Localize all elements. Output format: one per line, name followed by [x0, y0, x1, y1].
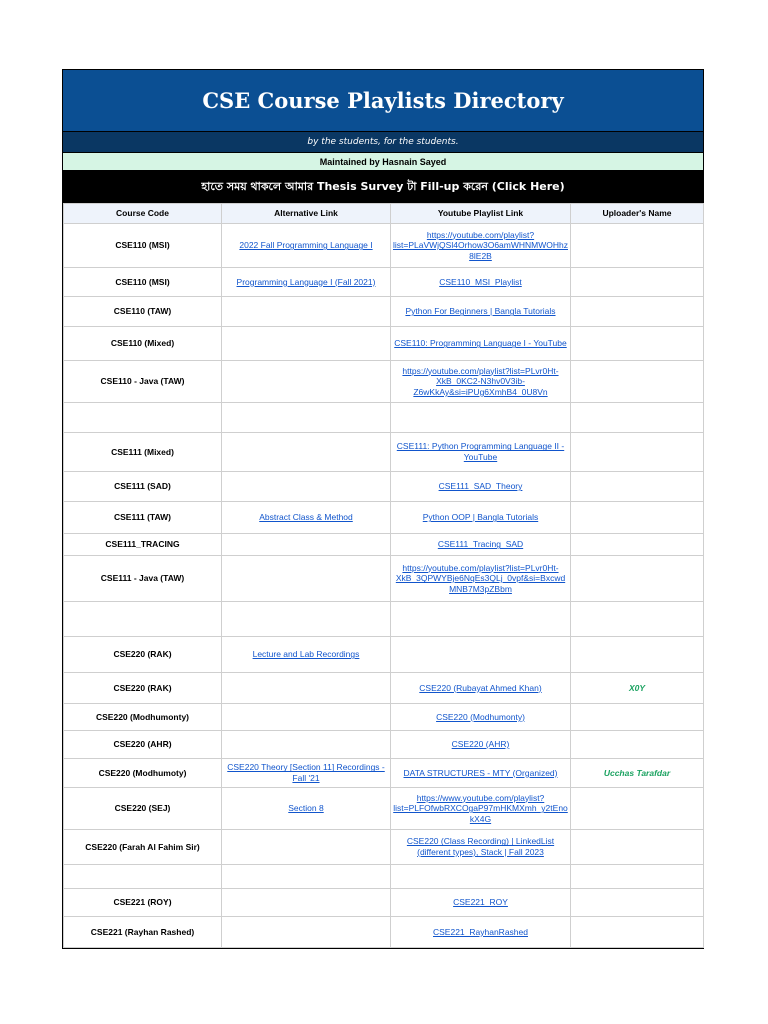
table-row — [64, 602, 704, 637]
uploader-cell — [571, 637, 704, 673]
youtube-link-cell — [391, 534, 571, 556]
table-row — [64, 731, 704, 759]
alternative-link-cell — [222, 433, 391, 472]
youtube-playlist-link[interactable]: CSE220 (AHR) — [451, 739, 510, 750]
course-code-cell: CSE221 (ROY) — [64, 889, 222, 917]
youtube-link-cell — [391, 297, 571, 327]
table-row — [64, 917, 704, 948]
youtube-playlist-link[interactable]: DATA STRUCTURES - MTY (Organized) — [403, 767, 558, 778]
uploader-cell — [571, 731, 704, 759]
alternative-link-cell — [222, 889, 391, 917]
youtube-link-cell — [391, 361, 571, 403]
youtube-playlist-link[interactable]: https://www.youtube.com/playlist?list=PLFOfwbRXCOgaP97mHKMXmh_y2tEnokX4G — [393, 792, 568, 824]
youtube-playlist-link[interactable]: CSE220 (Modhumonty) — [436, 711, 525, 722]
youtube-playlist-link[interactable]: Python OOP | Bangla Tutorials — [422, 512, 539, 523]
uploader-cell — [571, 917, 704, 948]
uploader-cell — [571, 556, 704, 602]
youtube-link-cell — [391, 433, 571, 472]
uploader-name: X0Y — [628, 682, 646, 693]
table-row — [64, 361, 704, 403]
alternative-link-cell — [222, 673, 391, 704]
uploader-cell — [571, 361, 704, 403]
youtube-playlist-link[interactable]: CSE111_Tracing_SAD — [437, 539, 524, 550]
table-row — [64, 534, 704, 556]
uploader-cell — [571, 830, 704, 865]
alternative-link-cell — [222, 297, 391, 327]
youtube-link-cell — [391, 637, 571, 673]
course-code-cell: CSE111_TRACING — [64, 534, 222, 556]
table-row — [64, 865, 704, 889]
course-code-cell: CSE110 - Java (TAW) — [64, 361, 222, 403]
alternative-link-cell — [222, 268, 391, 297]
alternative-link-cell — [222, 403, 391, 433]
alternative-link-cell — [222, 865, 391, 889]
uploader-cell — [571, 268, 704, 297]
alternative-link-cell — [222, 361, 391, 403]
table-row — [64, 673, 704, 704]
course-code-cell: CSE220 (Farah Al Fahim Sir) — [64, 830, 222, 865]
youtube-link-cell — [391, 788, 571, 830]
alternative-link[interactable]: 2022 Fall Programming Language I — [239, 240, 373, 251]
column-header-course-code: Course Code — [64, 204, 222, 224]
course-code-cell: CSE111 - Java (TAW) — [64, 556, 222, 602]
uploader-cell — [571, 403, 704, 433]
uploader-cell — [571, 704, 704, 731]
uploader-cell — [571, 534, 704, 556]
table-row — [64, 788, 704, 830]
uploader-cell — [571, 673, 704, 704]
alternative-link-cell — [222, 534, 391, 556]
column-header-youtube-link: Youtube Playlist Link — [391, 204, 571, 224]
table-row — [64, 268, 704, 297]
uploader-name: Ucchas Tarafdar — [603, 767, 671, 778]
youtube-playlist-link[interactable]: CSE221_ROY — [453, 897, 508, 908]
alternative-link[interactable]: Section 8 — [288, 803, 324, 814]
alternative-link-cell — [222, 830, 391, 865]
youtube-link-cell — [391, 889, 571, 917]
youtube-playlist-link[interactable]: https://youtube.com/playlist?list=PLvr0Ht-XkB_0KC2-N3hv0V3ib-Z6wKkAy&si=iPUg6XmhB4_0U8Vn — [402, 365, 559, 397]
table-row — [64, 889, 704, 917]
course-code-cell: CSE220 (SEJ) — [64, 788, 222, 830]
uploader-cell — [571, 788, 704, 830]
youtube-playlist-link[interactable]: CSE110_MSI_Playlist — [439, 276, 522, 287]
alternative-link-cell — [222, 556, 391, 602]
course-code-cell: CSE111 (SAD) — [64, 472, 222, 502]
alternative-link-cell — [222, 788, 391, 830]
table-row — [64, 224, 704, 268]
youtube-link-cell — [391, 224, 571, 268]
youtube-link-cell — [391, 602, 571, 637]
table-row — [64, 556, 704, 602]
youtube-link-cell — [391, 673, 571, 704]
column-header-alternative-link: Alternative Link — [222, 204, 391, 224]
youtube-link-cell — [391, 830, 571, 865]
alternative-link-cell — [222, 917, 391, 948]
uploader-cell — [571, 865, 704, 889]
youtube-link-cell — [391, 917, 571, 948]
table-row — [64, 327, 704, 361]
alternative-link-cell — [222, 759, 391, 788]
playlist-table — [63, 203, 704, 948]
youtube-playlist-link[interactable]: Python For Beginners | Bangla Tutorials — [405, 306, 556, 317]
youtube-link-cell — [391, 502, 571, 534]
table-body — [64, 224, 704, 948]
table-row — [64, 297, 704, 327]
youtube-playlist-link[interactable]: CSE221_RayhanRashed — [433, 926, 528, 937]
youtube-link-cell — [391, 268, 571, 297]
youtube-link-cell — [391, 327, 571, 361]
course-code-cell: CSE220 (RAK) — [64, 637, 222, 673]
page-title: CSE Course Playlists Directory — [63, 70, 703, 131]
alternative-link[interactable]: Lecture and Lab Recordings — [252, 649, 360, 660]
course-code-cell: CSE220 (AHR) — [64, 731, 222, 759]
uploader-cell — [571, 502, 704, 534]
uploader-cell — [571, 327, 704, 361]
table-row — [64, 637, 704, 673]
table-row — [64, 403, 704, 433]
table-row — [64, 759, 704, 788]
course-code-cell — [64, 865, 222, 889]
course-code-cell: CSE220 (Modhumoty) — [64, 759, 222, 788]
course-code-cell — [64, 602, 222, 637]
course-code-cell: CSE111 (TAW) — [64, 502, 222, 534]
table-row — [64, 830, 704, 865]
table-header-row — [64, 204, 704, 224]
youtube-link-cell — [391, 759, 571, 788]
course-code-cell — [64, 403, 222, 433]
maintainer-credit: Maintained by Hasnain Sayed — [63, 152, 703, 171]
youtube-link-cell — [391, 403, 571, 433]
youtube-link-cell — [391, 704, 571, 731]
youtube-playlist-link[interactable]: CSE111_SAD_Theory — [438, 481, 523, 492]
column-header-uploader: Uploader's Name — [571, 204, 704, 224]
alternative-link-cell — [222, 637, 391, 673]
course-code-cell: CSE220 (RAK) — [64, 673, 222, 704]
alternative-link-cell — [222, 502, 391, 534]
uploader-cell — [571, 602, 704, 637]
alternative-link-cell — [222, 602, 391, 637]
alternative-link[interactable]: Abstract Class & Method — [259, 512, 353, 523]
table-row — [64, 704, 704, 731]
tagline: by the students, for the students. — [63, 131, 703, 152]
alternative-link-cell — [222, 731, 391, 759]
youtube-playlist-link[interactable]: CSE111: Python Programming Language II - YouTube — [396, 441, 565, 462]
alternative-link-cell — [222, 224, 391, 268]
alternative-link[interactable]: Programming Language I (Fall 2021) — [236, 276, 376, 287]
uploader-cell — [571, 297, 704, 327]
alternative-link-cell — [222, 327, 391, 361]
course-code-cell: CSE111 (Mixed) — [64, 433, 222, 472]
playlist-directory-sheet — [62, 69, 704, 949]
youtube-link-cell — [391, 731, 571, 759]
thesis-survey-link[interactable]: হাতে সময় থাকলে আমার Thesis Survey টা Fill-up করেন (Click Here) — [63, 171, 703, 203]
youtube-playlist-link[interactable]: CSE110: Programming Language I - YouTube — [394, 338, 567, 349]
youtube-link-cell — [391, 556, 571, 602]
youtube-playlist-link[interactable]: https://youtube.com/playlist?list=PLvr0Ht-XkB_3QPWYBje6NqEs3QLj_0vpf&si=BxcwdMNB7M3pZBbm — [395, 562, 566, 594]
table-row — [64, 433, 704, 472]
uploader-cell — [571, 224, 704, 268]
course-code-cell: CSE220 (Modhumonty) — [64, 704, 222, 731]
youtube-playlist-link[interactable]: CSE220 (Rubayat Ahmed Khan) — [419, 682, 542, 693]
table-row — [64, 472, 704, 502]
alternative-link-cell — [222, 472, 391, 502]
youtube-link-cell — [391, 472, 571, 502]
course-code-cell: CSE110 (Mixed) — [64, 327, 222, 361]
uploader-cell — [571, 472, 704, 502]
course-code-cell: CSE110 (MSI) — [64, 268, 222, 297]
course-code-cell: CSE110 (TAW) — [64, 297, 222, 327]
youtube-playlist-link[interactable]: CSE220 (Class Recording) | LinkedList (different types), Stack | Fall 2023 — [406, 836, 555, 857]
youtube-link-cell — [391, 865, 571, 889]
uploader-cell — [571, 889, 704, 917]
alternative-link-cell — [222, 704, 391, 731]
youtube-playlist-link[interactable]: https://youtube.com/playlist?list=PLaVWjQSl4Orhow3O6amWHNMWOHhz8lE2B — [393, 229, 568, 261]
alternative-link[interactable]: CSE220 Theory [Section 11] Recordings - Fall '21 — [227, 762, 385, 783]
course-code-cell: CSE110 (MSI) — [64, 224, 222, 268]
table-row — [64, 502, 704, 534]
uploader-cell — [571, 433, 704, 472]
uploader-cell — [571, 759, 704, 788]
course-code-cell: CSE221 (Rayhan Rashed) — [64, 917, 222, 948]
